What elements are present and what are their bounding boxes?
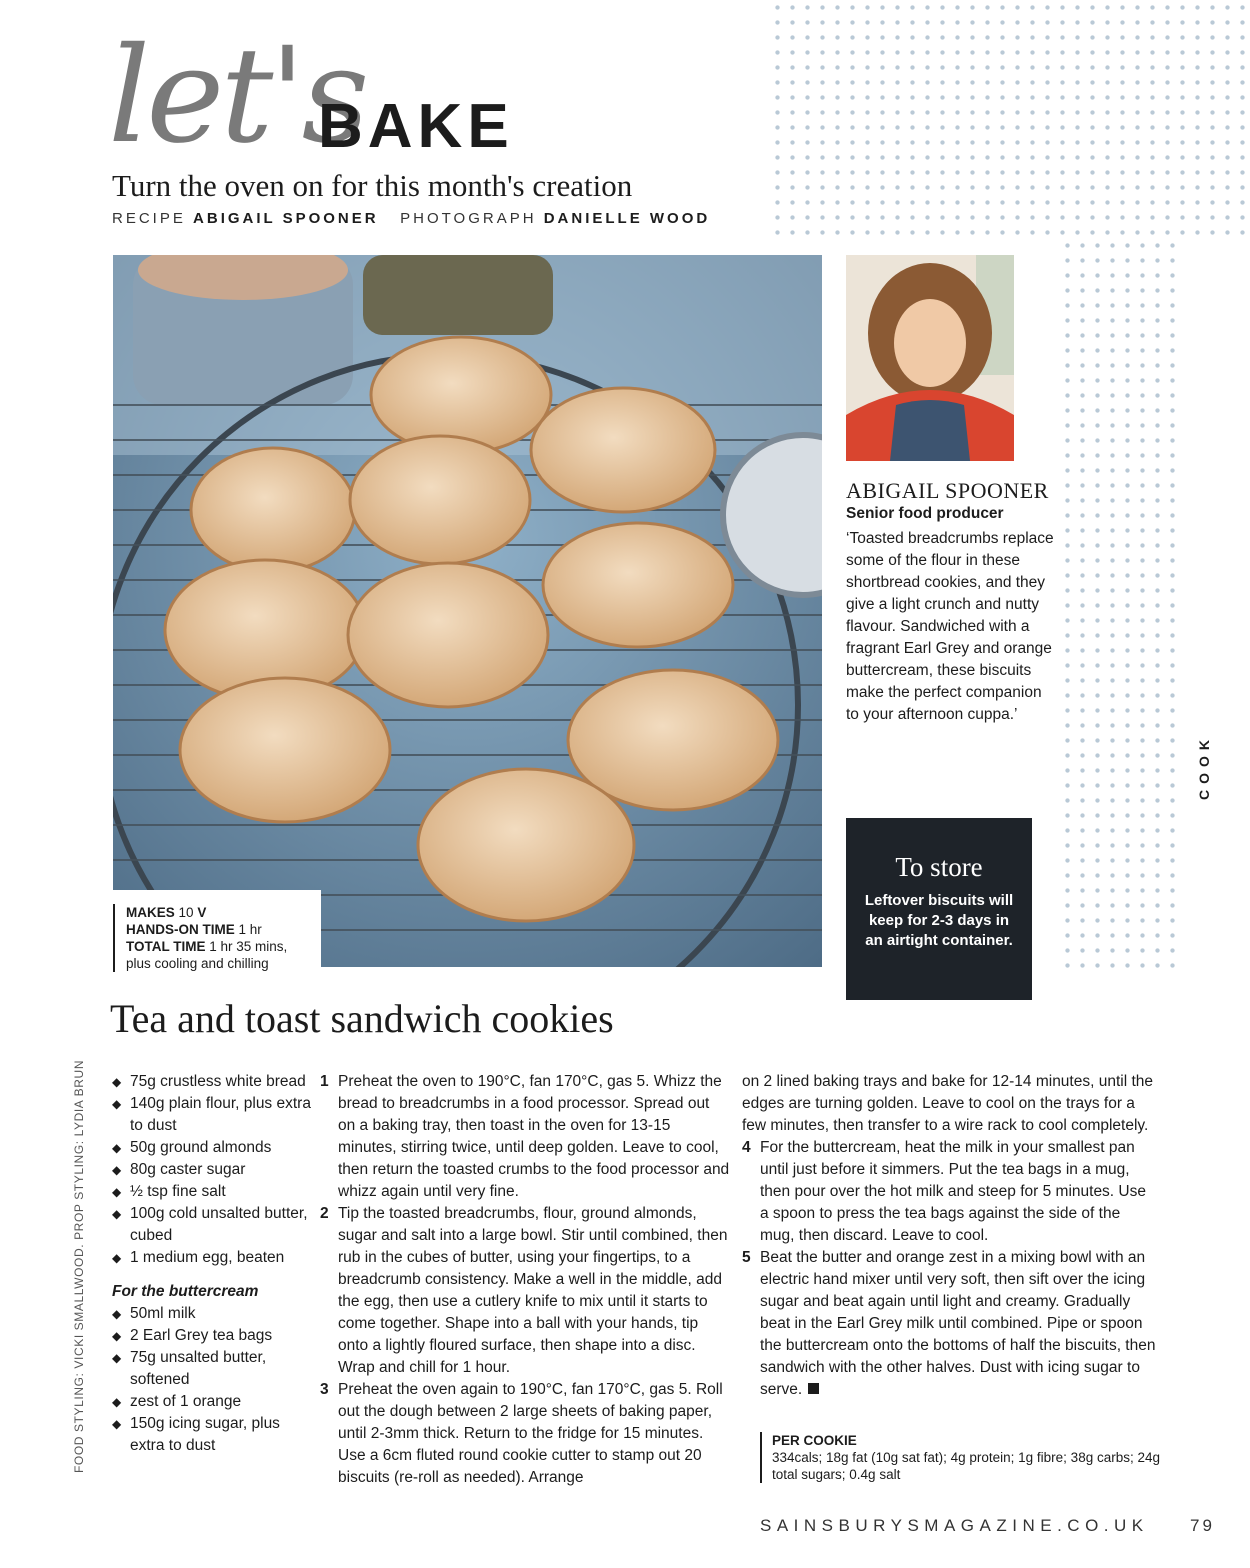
method-step-1 — [320, 1071, 730, 1203]
cookies-photo — [113, 255, 822, 967]
photo-label: PHOTOGRAPH — [400, 210, 537, 227]
step-text: Preheat the oven to 190°C, fan 170°C, gas 5. Whizz the bread to breadcrumbs in a food processor. Spread out on a baking tray, then toast in the oven for 13-15 minutes, stirring twice, until deep golden. Leave to cool, then return the toasted crumbs to the food processor and whizz again until very fine. — [338, 1073, 730, 1200]
chef-role: Senior food producer — [846, 505, 1004, 522]
nutrition-text: 334cals; 18g fat (10g sat fat); 4g protein; 1g fibre; 38g carbs; 24g total sugars; 0.4g salt — [772, 1450, 1160, 1482]
recipe-title: Tea and toast sandwich cookies — [110, 996, 614, 1041]
method-step-4 — [742, 1137, 1156, 1247]
step-number: 2 — [320, 1205, 329, 1222]
vegetarian-mark: V — [197, 905, 207, 920]
chef-name: ABIGAIL SPOONER — [846, 478, 1049, 503]
step-text: Preheat the oven again to 190°C, fan 170°C, gas 5. Roll out the dough between 2 large sheets of baking paper, until 2-3mm thick. Return to the fridge for 15 minutes. Use a 6cm fluted round cookie cutter to stamp out 20 biscuits (re-roll as needed). Arrange — [338, 1381, 723, 1486]
nutrition-label: PER COOKIE — [772, 1433, 857, 1448]
step-text: Tip the toasted breadcrumbs, flour, ground almonds, sugar and salt into a large bowl. Stir until combined, then rub in the cubes of butter, using your fingertips, to a breadcrumb consistency. Make a well in the middle, add the egg, then use a cutlery knife to mix until it starts to come together. Shape into a ball with your hands, tip onto a lightly floured surface, then shape into a disc. Wrap and chill for 1 hour. — [338, 1205, 728, 1376]
total-time-label: TOTAL TIME — [126, 939, 206, 954]
dot-pattern-top — [770, 0, 1250, 238]
step-text: Beat the butter and orange zest in a mixing bowl with an electric hand mixer until very soft, then sift over the icing sugar and beat again until light and creamy. Gradually beat in the Earl Grey milk until combined. Pipe or spoon the buttercream onto the bottoms of half the biscuits, then sandwich with the other halves. Dust with icing sugar to serve. — [760, 1249, 1156, 1398]
method-column-1 — [320, 1071, 730, 1489]
recipe-info-box — [113, 890, 321, 971]
ingredient-item: ◆ 75g crustless white bread — [112, 1071, 312, 1093]
header-subtitle: Turn the oven on for this month's creation — [112, 168, 633, 203]
section-tab-cook: COOK — [1196, 734, 1212, 800]
ingredient-item: ◆ 100g cold unsalted butter, cubed — [112, 1203, 312, 1247]
ingredient-item: ◆ 50g ground almonds — [112, 1137, 312, 1159]
step-number: 5 — [742, 1249, 751, 1266]
buttercream-heading: For the buttercream — [112, 1283, 259, 1300]
cookies-illustration — [113, 255, 822, 967]
step-number: 4 — [742, 1139, 751, 1156]
makes-line — [126, 904, 321, 921]
ingredient-item: ◆ ½ tsp fine salt — [112, 1181, 312, 1203]
page-number: 79 — [1190, 1516, 1215, 1535]
ingredient-item: ◆ 140g plain flour, plus extra to dust — [112, 1093, 312, 1137]
recipe-author: ABIGAIL SPOONER — [193, 210, 379, 227]
total-time-value: 1 hr 35 mins, — [209, 939, 288, 954]
buttercream-item: ◆ 2 Earl Grey tea bags — [112, 1325, 312, 1347]
method-step-2 — [320, 1203, 730, 1379]
recipe-label: RECIPE — [112, 210, 186, 227]
header-script-word: let's — [108, 19, 366, 173]
hands-on-label: HANDS-ON TIME — [126, 922, 235, 937]
makes-value: 10 — [178, 905, 194, 920]
footer-url: SAINSBURYSMAGAZINE.CO.UK — [760, 1516, 1149, 1535]
step-text: For the buttercream, heat the milk in your smallest pan until just before it simmers. Put the tea bags in a mug, then pour over the hot milk and steep for 5 minutes. Use a spoon to press the tea bags against the side of the mug, then discard. Leave to cool. — [760, 1139, 1146, 1244]
header-bold-word: BAKE — [318, 92, 514, 161]
chef-portrait-illustration — [846, 255, 1014, 461]
photographer: DANIELLE WOOD — [543, 210, 711, 227]
step-number: 1 — [320, 1073, 329, 1090]
method-step-3 — [320, 1379, 730, 1489]
to-store-box — [846, 818, 1032, 1000]
ingredients-list — [112, 1071, 312, 1457]
step-number: 3 — [320, 1381, 329, 1398]
method-column-2 — [742, 1071, 1156, 1401]
buttercream-item: ◆ 50ml milk — [112, 1303, 312, 1325]
method-step-3-continued: on 2 lined baking trays and bake for 12-14 minutes, until the edges are turning golden. Leave to cool on the trays for a few minutes, then transfer to a wire rack to cool completely. — [742, 1073, 1154, 1134]
hands-on-line — [126, 921, 321, 938]
total-time-note: plus cooling and chilling — [126, 956, 269, 971]
buttercream-item: ◆ zest of 1 orange — [112, 1391, 312, 1413]
credits-line — [112, 210, 710, 227]
to-store-title: To store — [895, 852, 983, 882]
buttercream-item: ◆ 75g unsalted butter, softened — [112, 1347, 312, 1391]
chef-portrait — [846, 255, 1014, 461]
styling-credit: FOOD STYLING: VICKI SMALLWOOD. PROP STYLING: LYDIA BRUN — [72, 1060, 86, 1474]
buttercream-item: ◆ 150g icing sugar, plus extra to dust — [112, 1413, 312, 1457]
dot-pattern-side — [1060, 238, 1180, 978]
total-time-line — [126, 938, 321, 955]
hands-on-value: 1 hr — [238, 922, 262, 937]
ingredient-item: ◆ 1 medium egg, beaten — [112, 1247, 312, 1269]
end-mark-icon — [808, 1383, 819, 1394]
ingredient-item: ◆ 80g caster sugar — [112, 1159, 312, 1181]
nutrition-box — [760, 1432, 1162, 1483]
to-store-text: Leftover biscuits will keep for 2-3 days in an airtight container. — [864, 892, 1014, 949]
makes-label: MAKES — [126, 905, 175, 920]
method-step-5 — [742, 1247, 1156, 1401]
chef-quote: ‘Toasted breadcrumbs replace some of the flour in these shortbread cookies, and they give a light crunch and nutty flavour. Sandwiched with a fragrant Earl Grey and orange buttercream, these biscuits make the perfect companion to your afternoon cuppa.’ — [846, 530, 1054, 723]
